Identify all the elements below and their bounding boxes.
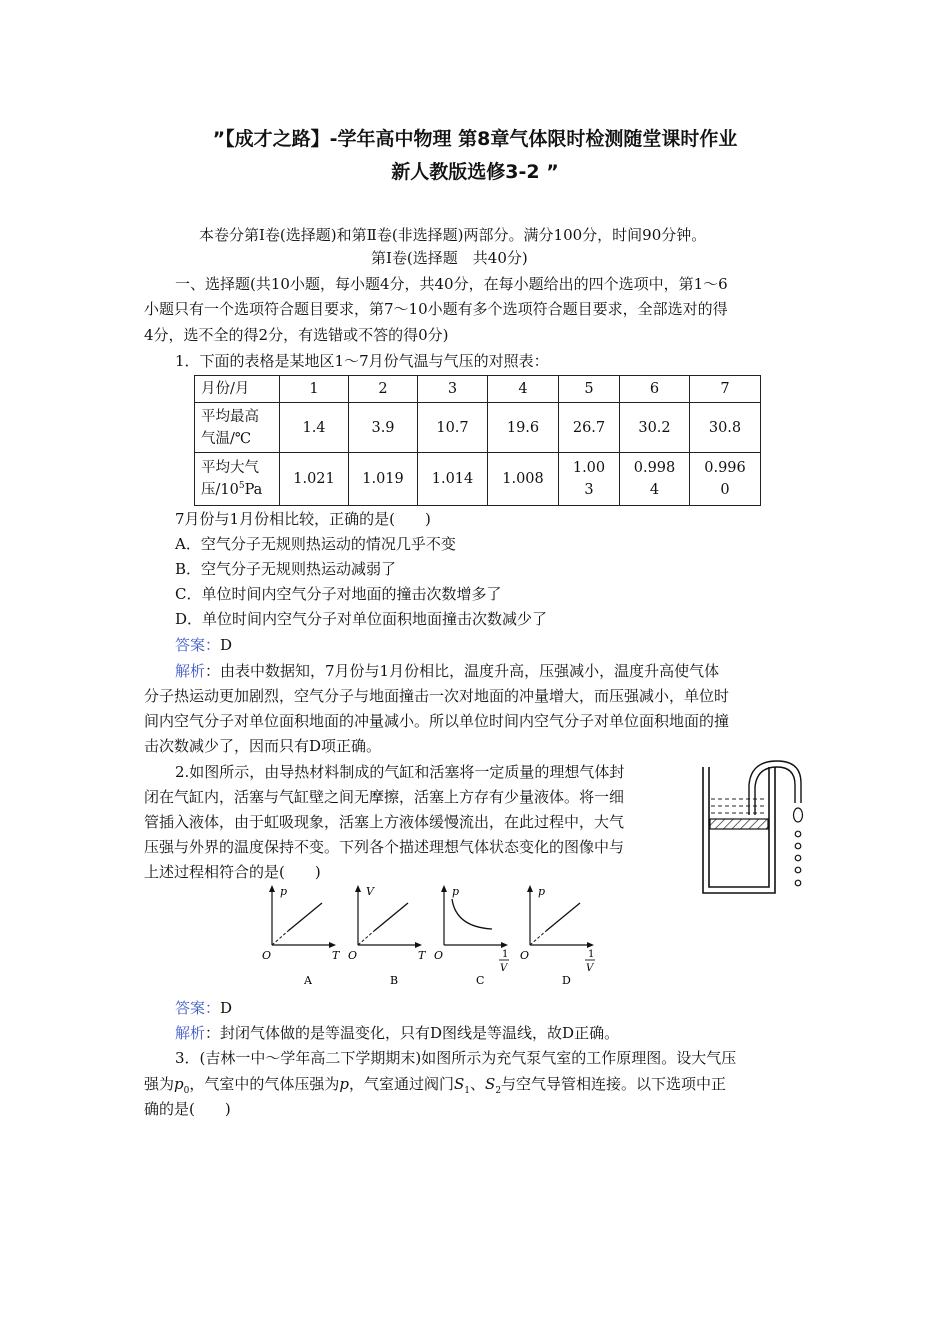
temp-label-line-2: 气温/℃ (201, 430, 252, 447)
q1-option-c: C．单位时间内空气分子对地面的撞击次数增多了 (175, 585, 502, 603)
section-heading: 第Ⅰ卷(选择题 共40分) (371, 249, 528, 267)
table-row-pressure (195, 453, 761, 506)
q2-graphs (258, 883, 608, 993)
instructions-line-1: 一、选择题(共10小题，每小题4分，共40分，在每小题给出的四个选项中，第1～6 (175, 275, 728, 293)
graph-d-origin: O (520, 949, 530, 962)
q1-answer: 答案：D (175, 636, 233, 654)
q1-option-d: D．单位时间内空气分子对单位面积地面撞击次数减少了 (175, 610, 548, 628)
q2-line-1: 2.如图所示，由导热材料制成的气缸和活塞将一定质量的理想气体封 (175, 763, 625, 781)
graph-a-label: A (304, 974, 312, 987)
table-cell: 3 (418, 376, 488, 403)
table-cell: 10.7 (418, 403, 488, 453)
graph-c-origin: O (434, 949, 444, 962)
climate-table (194, 375, 761, 506)
table-cell: 0.996 0 (690, 453, 761, 506)
table-row-label (195, 403, 280, 453)
graph-c-x-label: V (500, 963, 508, 974)
table-cell: 26.7 (559, 403, 620, 453)
q2-answer: 答案：D (175, 999, 233, 1017)
q2-line-3: 管插入液体，由于虹吸现象，活塞上方液体缓慢流出，在此过程中，大气 (144, 813, 625, 831)
q1-question: 7月份与1月份相比较，正确的是( ) (175, 510, 431, 528)
q2-line-4: 压强与外界的温度保持不变。下列各个描述理想气体状态变化的图像中与 (144, 838, 625, 856)
q2-analysis: 解析：封闭气体做的是等温变化，只有D图线是等温线，故D正确。 (175, 1024, 620, 1042)
graph-b-x-label: T (418, 949, 426, 962)
q1-option-a: A．空气分子无规则热运动的情况几乎不变 (175, 535, 456, 553)
table-cell: 1.00 3 (559, 453, 620, 506)
table-cell: 2 (349, 376, 418, 403)
table-cell: 7 (690, 376, 761, 403)
temp-label-line-1: 平均最高 (201, 408, 259, 425)
table-row-months (195, 376, 761, 403)
q1-analysis-line-3: 间内空气分子对单位面积地面的冲量减小。所以单位时间内空气分子对单位面积地面的撞 (144, 712, 730, 730)
press-label-line-1: 平均大气 (201, 460, 259, 476)
graph-c (434, 885, 509, 987)
q2-line-5: 上述过程相符合的是( ) (144, 863, 321, 881)
table-row-label (195, 453, 280, 506)
exam-summary: 本卷分第Ⅰ卷(选择题)和第Ⅱ卷(非选择题)两部分。满分100分，时间90分钟。 (199, 226, 707, 244)
q1-analysis-line-1: 解析：由表中数据知，7月份与1月份相比，温度升高，压强减小，温度升高使气体 (175, 662, 720, 680)
table-cell: 0.998 4 (620, 453, 690, 506)
graph-c-label: C (476, 974, 485, 987)
document-title-line-1: ”【成才之路】-学年高中物理 第8章气体限时检测随堂课时作业 (212, 128, 738, 150)
table-cell: 3.9 (349, 403, 418, 453)
table-cell: 30.2 (620, 403, 690, 453)
table-cell: 1.008 (488, 453, 559, 506)
table-cell: 5 (559, 376, 620, 403)
graph-d-x-num: 1 (588, 949, 595, 960)
table-cell: 1.4 (280, 403, 349, 453)
drops (794, 808, 803, 886)
table-cell: 6 (620, 376, 690, 403)
graph-c-x-num: 1 (502, 949, 509, 960)
table-cell: 1.019 (349, 453, 418, 506)
graph-c-y-label: p (452, 885, 460, 898)
graph-b-label: B (390, 974, 399, 987)
q1-stem: 1．下面的表格是某地区1～7月份气温与气压的对照表： (175, 352, 549, 370)
document-title-line-2: 新人教版选修3-2 ” (391, 161, 559, 183)
table-row-temperature (195, 403, 761, 453)
table-cell: 1.014 (418, 453, 488, 506)
liquid-dashes (711, 799, 767, 813)
instructions-line-2: 小题只有一个选项符合题目要求，第7～10小题有多个选项符合题目要求，全部选对的得 (144, 300, 728, 318)
graph-d-y-label: p (538, 885, 546, 898)
q3-line-3: 确的是( ) (144, 1100, 231, 1118)
graph-a (262, 885, 341, 987)
graph-b-origin: O (348, 949, 358, 962)
table-cell: 19.6 (488, 403, 559, 453)
q3-line-2: 强为$p_0$，气室中的气体压强为p，气室通过阀门$S_1$、$S_2$与空气导管相连接。以下选项中正 (144, 1075, 727, 1096)
q3-line-1: 3．(吉林一中～学年高二下学期期末)如图所示为充气泵气室的工作原理图。设大气压 (175, 1049, 737, 1067)
table-cell: 1.021 (280, 453, 349, 506)
graph-a-y-label: p (280, 885, 288, 898)
q1-option-b: B．空气分子无规则热运动减弱了 (175, 560, 397, 578)
q1-analysis-line-2: 分子热运动更加剧烈，空气分子与地面撞击一次对地面的冲量增大，而压强减小，单位时 (144, 687, 730, 705)
table-cell: 4 (488, 376, 559, 403)
graph-a-x-label: T (332, 949, 340, 962)
q1-analysis-line-4: 击次数减少了，因而只有D项正确。 (144, 737, 382, 755)
graph-d-x-label: V (586, 963, 594, 974)
table-cell: 1 (280, 376, 349, 403)
table-header-label: 月份/月 (195, 376, 280, 403)
graph-b-y-label: V (366, 885, 374, 898)
graph-d (520, 885, 595, 987)
cylinder-siphon-figure (695, 755, 820, 900)
press-label-line-2: 压$/10^5Pa$ (201, 481, 263, 498)
graph-b (348, 885, 427, 987)
cylinder (703, 767, 775, 893)
graph-a-origin: O (262, 949, 272, 962)
table-cell: 30.8 (690, 403, 761, 453)
q2-line-2: 闭在气缸内，活塞与气缸壁之间无摩擦，活塞上方存有少量液体。将一细 (144, 788, 625, 806)
graph-d-label: D (562, 974, 571, 987)
piston (710, 819, 768, 829)
instructions-line-3: 4分，选不全的得2分，有选错或不答的得0分) (144, 326, 449, 344)
